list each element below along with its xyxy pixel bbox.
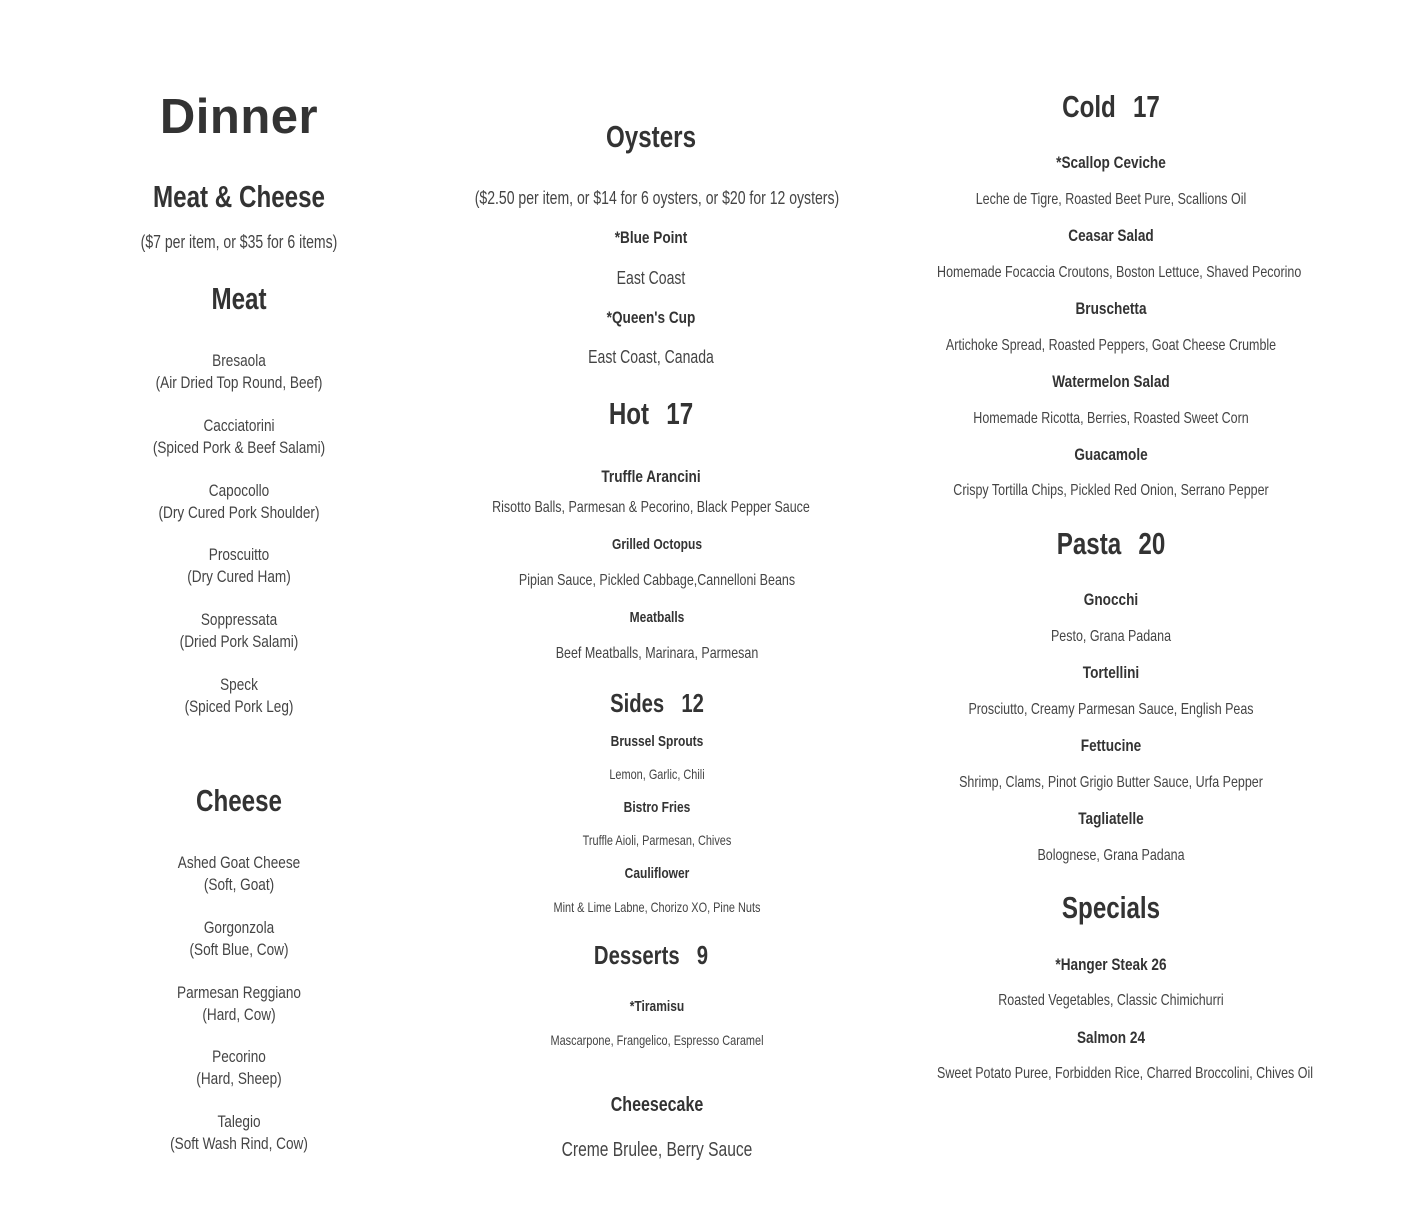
pasta-item-name: Tortellini xyxy=(1082,663,1140,682)
meat-item-name: Proscuitto xyxy=(208,545,270,564)
meat-item-detail: (Spiced Pork & Beef Salami) xyxy=(152,438,326,457)
specials-item-desc: Sweet Potato Puree, Forbidden Rice, Charred Broccolini, Chives Oil xyxy=(937,1065,1314,1082)
meat-item-detail: (Spiced Pork Leg) xyxy=(184,697,294,716)
meat-cheese-heading: Meat & Cheese xyxy=(152,179,326,214)
pasta-heading-label: Pasta xyxy=(1056,526,1122,561)
cold-item-name: *Scallop Ceviche xyxy=(1056,153,1166,172)
meat-item-detail: (Dry Cured Ham) xyxy=(187,567,291,586)
pasta-heading xyxy=(937,528,1285,559)
hot-item-name: Grilled Octopus xyxy=(611,536,702,553)
hot-item-desc: Pipian Sauce, Pickled Cabbage,Cannelloni Beans xyxy=(518,572,796,589)
desserts-heading xyxy=(475,942,828,968)
cheese-item xyxy=(111,1046,367,1090)
meat-item-name: Capocollo xyxy=(208,481,270,500)
sides-item-desc: Lemon, Garlic, Chili xyxy=(609,766,705,782)
pasta-item-desc: Pesto, Grana Padana xyxy=(1050,628,1172,645)
pasta-item-desc: Bolognese, Grana Padana xyxy=(1037,847,1185,864)
cheese-item xyxy=(111,982,367,1026)
cheese-item-detail: (Soft, Goat) xyxy=(203,875,275,894)
cheese-item-name: Gorgonzola xyxy=(203,918,275,937)
menu-title: Dinner xyxy=(159,90,319,144)
hot-heading xyxy=(475,398,828,429)
cold-heading-label: Cold xyxy=(1062,89,1116,124)
oysters-heading: Oysters xyxy=(605,119,697,154)
meat-item-name: Bresaola xyxy=(212,351,266,370)
oyster-item-desc: East Coast xyxy=(616,268,686,288)
meat-item-name: Cacciatorini xyxy=(203,416,275,435)
meat-heading: Meat xyxy=(211,281,267,316)
sides-heading-label: Sides xyxy=(610,688,665,718)
sides-item-desc: Truffle Aioli, Parmesan, Chives xyxy=(582,832,732,848)
meat-cheese-pricing: ($7 per item, or $35 for 6 items) xyxy=(140,232,338,252)
meat-item xyxy=(111,480,367,524)
pasta-item-desc: Shrimp, Clams, Pinot Grigio Butter Sauce, Urfa Pepper xyxy=(959,774,1263,791)
meat-item-detail: (Dry Cured Pork Shoulder) xyxy=(158,503,320,522)
desserts-item-desc: Creme Brulee, Berry Sauce xyxy=(561,1139,753,1161)
oyster-item-name: *Blue Point xyxy=(614,228,688,247)
sides-heading xyxy=(485,690,828,716)
sides-item-name: Brussel Sprouts xyxy=(610,733,704,750)
meat-item xyxy=(111,674,367,718)
meat-item xyxy=(111,350,367,394)
specials-heading: Specials xyxy=(1061,890,1161,925)
cold-item-name: Bruschetta xyxy=(1075,299,1147,318)
meat-item-detail: (Dried Pork Salami) xyxy=(179,632,299,651)
meat-item-detail: (Air Dried Top Round, Beef) xyxy=(155,373,323,392)
cold-item-name: Watermelon Salad xyxy=(1052,372,1170,391)
cold-item-desc: Artichoke Spread, Roasted Peppers, Goat Cheese Crumble xyxy=(945,337,1277,354)
pasta-heading-price: 20 xyxy=(1138,526,1166,561)
cold-item-name: Guacamole xyxy=(1074,445,1148,464)
specials-item-desc: Roasted Vegetables, Classic Chimichurri xyxy=(998,992,1224,1009)
cheese-item-detail: (Hard, Sheep) xyxy=(196,1069,282,1088)
cold-item-desc: Leche de Tigre, Roasted Beet Pure, Scallions Oil xyxy=(975,191,1247,208)
cheese-item-name: Talegio xyxy=(217,1112,261,1131)
sides-item-name: Cauliflower xyxy=(624,865,690,882)
pasta-item-name: Tagliatelle xyxy=(1078,809,1144,828)
cold-item-desc: Crispy Tortilla Chips, Pickled Red Onion, Serrano Pepper xyxy=(953,482,1269,499)
desserts-item-name: *Tiramisu xyxy=(629,998,685,1015)
cold-heading xyxy=(937,91,1285,122)
cheese-item xyxy=(111,1111,367,1155)
meat-item-name: Soppressata xyxy=(200,610,278,629)
hot-item-desc: Risotto Balls, Parmesan & Pecorino, Black Pepper Sauce xyxy=(492,499,810,516)
meat-item xyxy=(111,544,367,588)
desserts-heading-price: 9 xyxy=(696,940,709,970)
specials-item-name: Salmon 24 xyxy=(1076,1028,1146,1047)
hot-heading-price: 17 xyxy=(666,396,694,431)
specials-item-name: *Hanger Steak 26 xyxy=(1055,955,1167,974)
meat-item-name: Speck xyxy=(220,675,258,694)
cheese-item-name: Parmesan Reggiano xyxy=(177,983,301,1002)
cold-item-desc: Homemade Ricotta, Berries, Roasted Sweet Corn xyxy=(973,410,1249,427)
desserts-heading-label: Desserts xyxy=(593,940,680,970)
hot-item-desc: Beef Meatballs, Marinara, Parmesan xyxy=(555,645,759,662)
pasta-item-name: Fettucine xyxy=(1080,736,1142,755)
oysters-pricing: ($2.50 per item, or $14 for 6 oysters, or $20 for 12 oysters) xyxy=(474,188,840,208)
desserts-item-name: Cheesecake xyxy=(610,1094,704,1116)
cheese-item-detail: (Soft Wash Rind, Cow) xyxy=(170,1134,308,1153)
cheese-item xyxy=(111,852,367,896)
cheese-item xyxy=(111,917,367,961)
cheese-item-name: Pecorino xyxy=(212,1047,266,1066)
cold-item-name: Ceasar Salad xyxy=(1068,226,1154,245)
hot-item-name: Meatballs xyxy=(629,609,685,626)
cold-heading-price: 17 xyxy=(1132,89,1160,124)
cheese-item-name: Ashed Goat Cheese xyxy=(177,853,301,872)
meat-item xyxy=(111,609,367,653)
cheese-item-detail: (Hard, Cow) xyxy=(202,1005,276,1024)
pasta-item-desc: Prosciutto, Creamy Parmesan Sauce, English Peas xyxy=(968,701,1254,718)
cold-item-desc: Homemade Focaccia Croutons, Boston Lettuce, Shaved Pecorino xyxy=(937,264,1302,281)
sides-item-desc: Mint & Lime Labne, Chorizo XO, Pine Nuts xyxy=(553,899,761,915)
hot-heading-label: Hot xyxy=(608,396,650,431)
desserts-item-desc: Mascarpone, Frangelico, Espresso Caramel xyxy=(550,1032,764,1048)
oyster-item-name: *Queen's Cup xyxy=(606,308,696,327)
oyster-item-desc: East Coast, Canada xyxy=(588,347,714,367)
cheese-item-detail: (Soft Blue, Cow) xyxy=(189,940,289,959)
pasta-item-name: Gnocchi xyxy=(1083,590,1139,609)
meat-item xyxy=(111,415,367,459)
sides-item-name: Bistro Fries xyxy=(623,799,691,816)
sides-heading-price: 12 xyxy=(681,688,704,718)
cheese-heading: Cheese xyxy=(195,783,283,818)
hot-item-name: Truffle Arancini xyxy=(601,467,701,486)
